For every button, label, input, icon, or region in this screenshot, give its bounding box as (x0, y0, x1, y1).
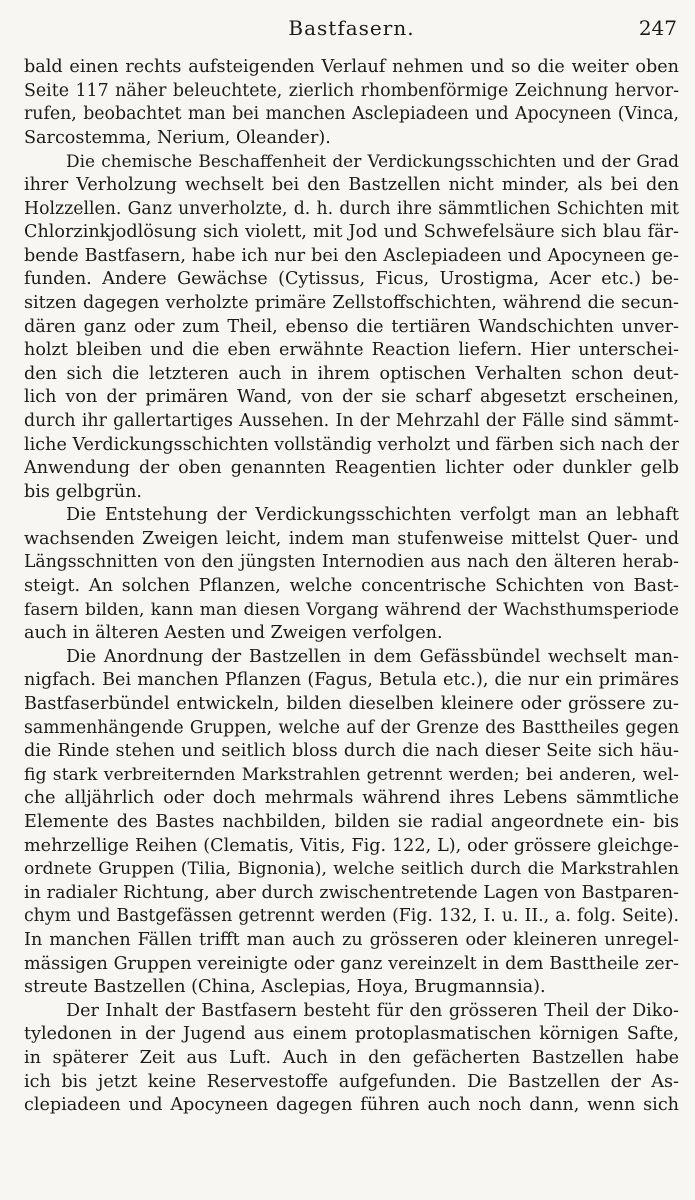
text-line: in radialer Richtung, aber durch zwischentretende Lagen von Bastparen- (24, 882, 679, 903)
paragraph (24, 504, 679, 646)
text-line: die Rinde stehen und seitlich bloss durch die nach dieser Seite sich häu- (24, 741, 679, 762)
text-line: fig stark verbreiternden Markstrahlen getrennt werden; bei anderen, wel- (24, 764, 679, 785)
text-line: clepiadeen und Apocyneen dagegen führen auch noch dann, wenn sich (24, 1095, 679, 1116)
paragraph (24, 1000, 679, 1118)
text-line: Sarcostemma, Nerium, Oleander). (24, 127, 331, 148)
text-line: Elemente des Bastes nachbilden, bilden sie radial angeordnete ein- bis (24, 812, 679, 832)
text-line: funden. Andere Gewächse (Cytissus, Ficus, Urostigma, Acer etc.) be- (24, 269, 679, 290)
text-line: in späterer Zeit aus Luft. Auch in den gefächerten Bastzellen habe (24, 1047, 679, 1068)
text-line: Längsschnitten von den jüngsten Internodien aus nach den älteren herab- (24, 552, 679, 573)
text-line: ihrer Verholzung wechselt bei den Bastzellen nicht minder, als bei den (24, 174, 679, 195)
text-line: durch ihr gallertartiges Aussehen. In der Mehrzahl der Fälle sind sämmt- (24, 410, 679, 431)
text-line: fasern bilden, kann man diesen Vorgang während der Wachsthumsperiode (24, 599, 679, 620)
text-line: mässigen Gruppen vereinigte oder ganz vereinzelt in dem Basttheile zer- (24, 953, 679, 974)
text-line: Anwendung der oben genannten Reagentien lichter oder dunkler gelb (24, 458, 679, 479)
text-line: Die chemische Beschaffenheit der Verdickungsschichten und der Grad (66, 151, 679, 172)
paragraph (24, 646, 679, 1000)
text-line: den sich die letzteren auch in ihrem optischen Verhalten schon deut- (24, 363, 679, 384)
page-header (24, 8, 679, 46)
text-line: Die Entstehung der Verdickungsschichten verfolgt man an lebhaft (66, 505, 679, 526)
text-line: holzt bleiben und die eben erwähnte Reaction liefern. Hier unterschei- (24, 340, 679, 361)
text-line: mehrzellige Reihen (Clematis, Vitis, Fig. 122, L), oder grössere gleichge- (24, 835, 679, 856)
text-line: Chlorzinkjodlösung sich violett, mit Jod und Schwefelsäure sich blau fär- (24, 222, 679, 243)
text-line: steigt. An solchen Pflanzen, welche concentrische Schichten von Bast- (24, 576, 679, 597)
text-line: tyledonen in der Jugend aus einem protoplasmatischen körnigen Safte, (24, 1024, 679, 1045)
text-line: sitzen dagegen verholzte primäre Zellstoffschichten, während die secun- (24, 292, 679, 313)
text-line: dären ganz oder zum Theil, ebenso die tertiären Wandschichten unver- (24, 316, 679, 337)
text-line: ich bis jetzt keine Reservestoffe aufgefunden. Die Bastzellen der As- (24, 1071, 679, 1092)
text-line: sammenhängende Gruppen, welche auf der Grenze des Basttheiles gegen (24, 717, 679, 738)
text-line: rufen, beobachtet man bei manchen Asclepiadeen und Apocyneen (Vinca, (24, 104, 679, 125)
text-line: In manchen Fällen trifft man auch zu grösseren oder kleineren unregel- (24, 929, 679, 950)
text-line: streute Bastzellen (China, Asclepias, Hoya, Brugmannsia). (24, 977, 546, 998)
text-line: che alljährlich oder doch mehrmals während ihres Lebens sämmtliche (24, 788, 679, 809)
text-line: bis gelbgrün. (24, 481, 143, 502)
text-line: bald einen rechts aufsteigenden Verlauf nehmen und so die weiter oben (24, 57, 679, 77)
paragraph (24, 56, 679, 150)
text-line: Holzzellen. Ganz unverholzte, d. h. durch ihre sämmtlichen Schichten mit (24, 198, 679, 219)
paragraph (24, 150, 679, 504)
text-line: bende Bastfasern, habe ich nur bei den Asclepiadeen und Apocyneen ge- (24, 245, 679, 266)
body-text (24, 56, 679, 1118)
text-line: ordnete Gruppen (Tilia, Bignonia), welche seitlich durch die Markstrahlen (24, 859, 679, 880)
page-number: 247 (638, 16, 677, 40)
text-line: Der Inhalt der Bastfasern besteht für den grösseren Theil der Diko- (66, 1000, 679, 1021)
text-line: lich von der primären Wand, von der sie scharf abgesetzt erscheinen, (24, 387, 679, 408)
text-line: Bastfaserbündel entwickeln, bilden dieselben kleinere oder grössere zu- (24, 694, 679, 715)
text-line: chym und Bastgefässen getrennt werden (Fig. 132, I. u. II., a. folg. Seite). (24, 906, 679, 927)
text-line: nigfach. Bei manchen Pflanzen (Fagus, Betula etc.), die nur ein primäres (24, 670, 679, 691)
text-line: Seite 117 näher beleuchtete, zierlich rhombenförmige Zeichnung hervor- (24, 80, 679, 101)
running-head: Bastfasern. (288, 16, 415, 40)
text-line: wachsenden Zweigen leicht, indem man stufenweise mittelst Quer- und (24, 528, 679, 549)
text-line: liche Verdickungsschichten vollständig verholzt und färben sich nach der (24, 434, 679, 455)
text-line: Die Anordnung der Bastzellen in dem Gefässbündel wechselt man- (66, 646, 679, 667)
text-line: auch in älteren Aesten und Zweigen verfolgen. (24, 623, 443, 644)
